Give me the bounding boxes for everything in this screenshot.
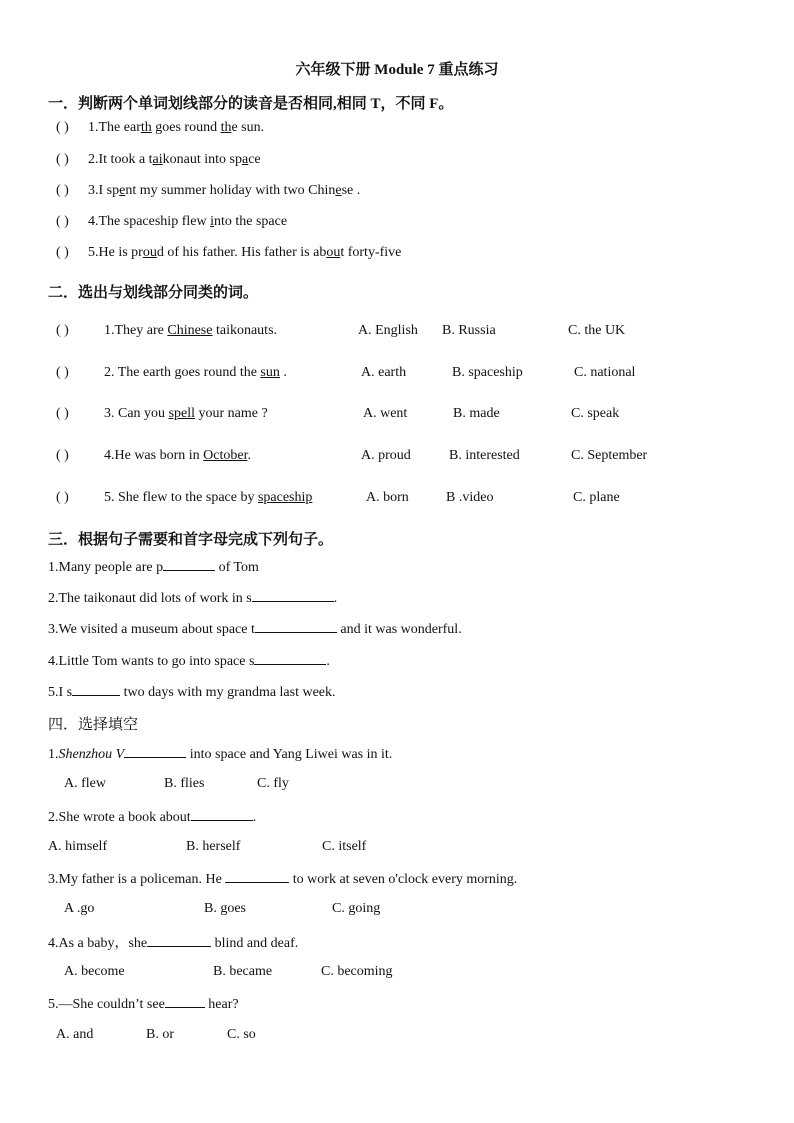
s4-q5-end: hear? bbox=[204, 997, 239, 1012]
section-1-heading: 一．判断两个单词划线部分的读音是否相同,相同 T，不同 F。 bbox=[48, 96, 454, 112]
s4-q2-text: 2.She wrote a book about bbox=[48, 810, 191, 825]
underlined-part: i bbox=[210, 214, 214, 229]
answer-blank[interactable] bbox=[225, 870, 289, 883]
underlined-part: e bbox=[335, 183, 342, 198]
s4-q4-option-c: C. becoming bbox=[321, 964, 393, 979]
item-text: se . bbox=[341, 183, 361, 198]
item-text: two days with my grandma last week. bbox=[120, 685, 336, 700]
judge-item bbox=[88, 120, 264, 136]
item-text: 2.The taikonaut did lots of work in s bbox=[48, 591, 252, 606]
underlined-part: ou bbox=[326, 245, 341, 260]
s4-q3-option-b: B. goes bbox=[204, 901, 246, 916]
s4-q5 bbox=[48, 995, 239, 1013]
answer-blank[interactable] bbox=[147, 934, 211, 947]
item-text: 1.The ear bbox=[88, 120, 141, 135]
answer-blank[interactable] bbox=[254, 652, 326, 665]
option-b: B. made bbox=[453, 406, 500, 421]
item-text: 2. The earth goes round the bbox=[104, 365, 261, 380]
s4-q2-option-c: C. itself bbox=[322, 839, 367, 854]
item-text: 4.The spaceship flew bbox=[88, 214, 211, 229]
answer-paren[interactable]: ( ) bbox=[56, 323, 69, 338]
s4-q1-num: 1. bbox=[48, 747, 59, 762]
item-text: . bbox=[326, 654, 330, 669]
item-text: t forty-five bbox=[340, 245, 402, 260]
s4-q3-end: to work at seven o'clock every morning. bbox=[289, 872, 518, 887]
answer-paren[interactable]: ( ) bbox=[56, 120, 69, 135]
option-a: A. born bbox=[366, 490, 409, 505]
s4-q1 bbox=[48, 745, 392, 763]
item-text: e sun. bbox=[231, 120, 265, 135]
classify-item bbox=[104, 323, 277, 339]
option-b: B. interested bbox=[449, 448, 520, 463]
fill-sentence bbox=[48, 683, 336, 701]
item-text: 5. She flew to the space by bbox=[104, 490, 258, 505]
s4-q4-option-a: A. become bbox=[64, 964, 125, 979]
s4-q1-option-c: C. fly bbox=[257, 776, 289, 791]
judge-item bbox=[88, 245, 401, 261]
underlined-word: spell bbox=[168, 406, 196, 421]
answer-paren[interactable]: ( ) bbox=[56, 448, 69, 463]
item-text: d of his father. His father is ab bbox=[156, 245, 327, 260]
judge-item bbox=[88, 183, 360, 199]
underlined-part: a bbox=[242, 152, 249, 167]
s4-q4 bbox=[48, 932, 298, 952]
item-text: 4.Little Tom wants to go into space s bbox=[48, 654, 255, 669]
s4-q1-italic: Shenzhou V bbox=[58, 747, 125, 762]
answer-blank[interactable] bbox=[252, 589, 334, 602]
s4-q1-option-b: B. flies bbox=[164, 776, 205, 791]
option-a: A. English bbox=[358, 323, 418, 338]
item-text: . bbox=[279, 365, 287, 380]
s4-q2-option-b: B. herself bbox=[186, 839, 241, 854]
section-2-heading: 二．选出与划线部分同类的词。 bbox=[48, 285, 259, 301]
classify-item bbox=[104, 490, 312, 506]
s4-q4-end: blind and deaf. bbox=[211, 936, 299, 951]
option-c: C. the UK bbox=[568, 323, 626, 338]
fill-sentence bbox=[48, 620, 462, 638]
s4-q5-option-a: A. and bbox=[56, 1027, 94, 1042]
s4-q2 bbox=[48, 808, 256, 826]
fill-sentence bbox=[48, 652, 330, 670]
item-text: nto the space bbox=[213, 214, 288, 229]
classify-item bbox=[104, 448, 251, 464]
underlined-part: ai bbox=[152, 152, 163, 167]
s4-q3-option-a: A .go bbox=[64, 901, 95, 916]
item-text: . bbox=[247, 448, 251, 463]
item-text: 2.It took a t bbox=[88, 152, 153, 167]
answer-blank[interactable] bbox=[124, 745, 186, 758]
classify-item bbox=[104, 406, 268, 422]
item-text: goes round bbox=[151, 120, 221, 135]
judge-item bbox=[88, 214, 287, 230]
s4-q2-end: . bbox=[252, 810, 257, 825]
option-a: A. earth bbox=[361, 365, 407, 380]
answer-blank[interactable] bbox=[255, 620, 337, 633]
s4-q1-text: into space and Yang Liwei was in it. bbox=[186, 747, 393, 762]
item-text: 5.He is pr bbox=[88, 245, 143, 260]
item-text: 1.Many people are p bbox=[48, 560, 164, 575]
item-text: 3. Can you bbox=[104, 406, 169, 421]
underlined-part: th bbox=[220, 120, 232, 135]
option-c: C. September bbox=[571, 448, 648, 463]
underlined-part: ou bbox=[142, 245, 157, 260]
answer-paren[interactable]: ( ) bbox=[56, 183, 69, 198]
underlined-word: Chinese bbox=[167, 323, 213, 338]
item-text: 5.I s bbox=[48, 685, 73, 700]
item-text: 3.We visited a museum about space t bbox=[48, 622, 255, 637]
answer-paren[interactable]: ( ) bbox=[56, 152, 69, 167]
underlined-part: th bbox=[140, 120, 152, 135]
answer-blank[interactable] bbox=[165, 995, 205, 1008]
item-text: 4.He was born in bbox=[104, 448, 204, 463]
option-a: A. proud bbox=[361, 448, 411, 463]
section-3-heading: 三．根据句子需要和首字母完成下列句子。 bbox=[48, 532, 334, 548]
item-text: nt my summer holiday with two Chin bbox=[125, 183, 336, 198]
s4-q4-option-b: B. became bbox=[213, 964, 273, 979]
s4-q4-text: 4.As a baby，she bbox=[48, 936, 148, 951]
answer-blank[interactable] bbox=[72, 683, 120, 696]
item-text: taikonauts. bbox=[212, 323, 278, 338]
option-b: B .video bbox=[446, 490, 494, 505]
item-text: your name ? bbox=[195, 406, 268, 421]
option-c: C. speak bbox=[571, 406, 620, 421]
s4-q5-option-c: C. so bbox=[227, 1027, 256, 1042]
item-text: . bbox=[333, 591, 338, 606]
judge-item bbox=[88, 152, 261, 168]
answer-paren[interactable]: ( ) bbox=[56, 365, 69, 380]
classify-item bbox=[104, 365, 287, 381]
item-text: of Tom bbox=[215, 560, 259, 575]
page-title: 六年级下册 Module 7 重点练习 bbox=[295, 62, 499, 78]
answer-paren[interactable]: ( ) bbox=[56, 490, 69, 505]
item-text: 3.I sp bbox=[88, 183, 120, 198]
s4-q3-option-c: C. going bbox=[332, 901, 381, 916]
s4-q2-option-a: A. himself bbox=[48, 839, 108, 854]
answer-blank[interactable] bbox=[191, 808, 253, 821]
answer-paren[interactable]: ( ) bbox=[56, 214, 69, 229]
item-text: 1.They are bbox=[104, 323, 168, 338]
s4-q5-text: 5.—She couldn’t see bbox=[48, 997, 165, 1012]
s4-q1-option-a: A. flew bbox=[64, 776, 106, 791]
option-b: B. Russia bbox=[442, 323, 496, 338]
underlined-word: spaceship bbox=[257, 490, 313, 505]
option-c: C. national bbox=[574, 365, 636, 380]
s4-q3 bbox=[48, 870, 517, 888]
underlined-word: sun bbox=[260, 365, 280, 380]
option-c: C. plane bbox=[573, 490, 620, 505]
item-text: ce bbox=[248, 152, 261, 167]
s4-q5-option-b: B. or bbox=[146, 1027, 174, 1042]
option-b: B. spaceship bbox=[452, 365, 523, 380]
answer-paren[interactable]: ( ) bbox=[56, 245, 69, 260]
underlined-word: October bbox=[203, 448, 248, 463]
section-4-heading: 四．选择填空 bbox=[48, 717, 139, 733]
fill-sentence bbox=[48, 589, 337, 607]
underlined-part: e bbox=[119, 183, 126, 198]
item-text: and it was wonderful. bbox=[336, 622, 462, 637]
s4-q3-text: 3.My father is a policeman. He bbox=[48, 872, 226, 887]
item-text: konaut into sp bbox=[162, 152, 242, 167]
answer-paren[interactable]: ( ) bbox=[56, 406, 69, 421]
fill-sentence bbox=[48, 558, 259, 576]
option-a: A. went bbox=[363, 406, 408, 421]
answer-blank[interactable] bbox=[163, 558, 215, 571]
